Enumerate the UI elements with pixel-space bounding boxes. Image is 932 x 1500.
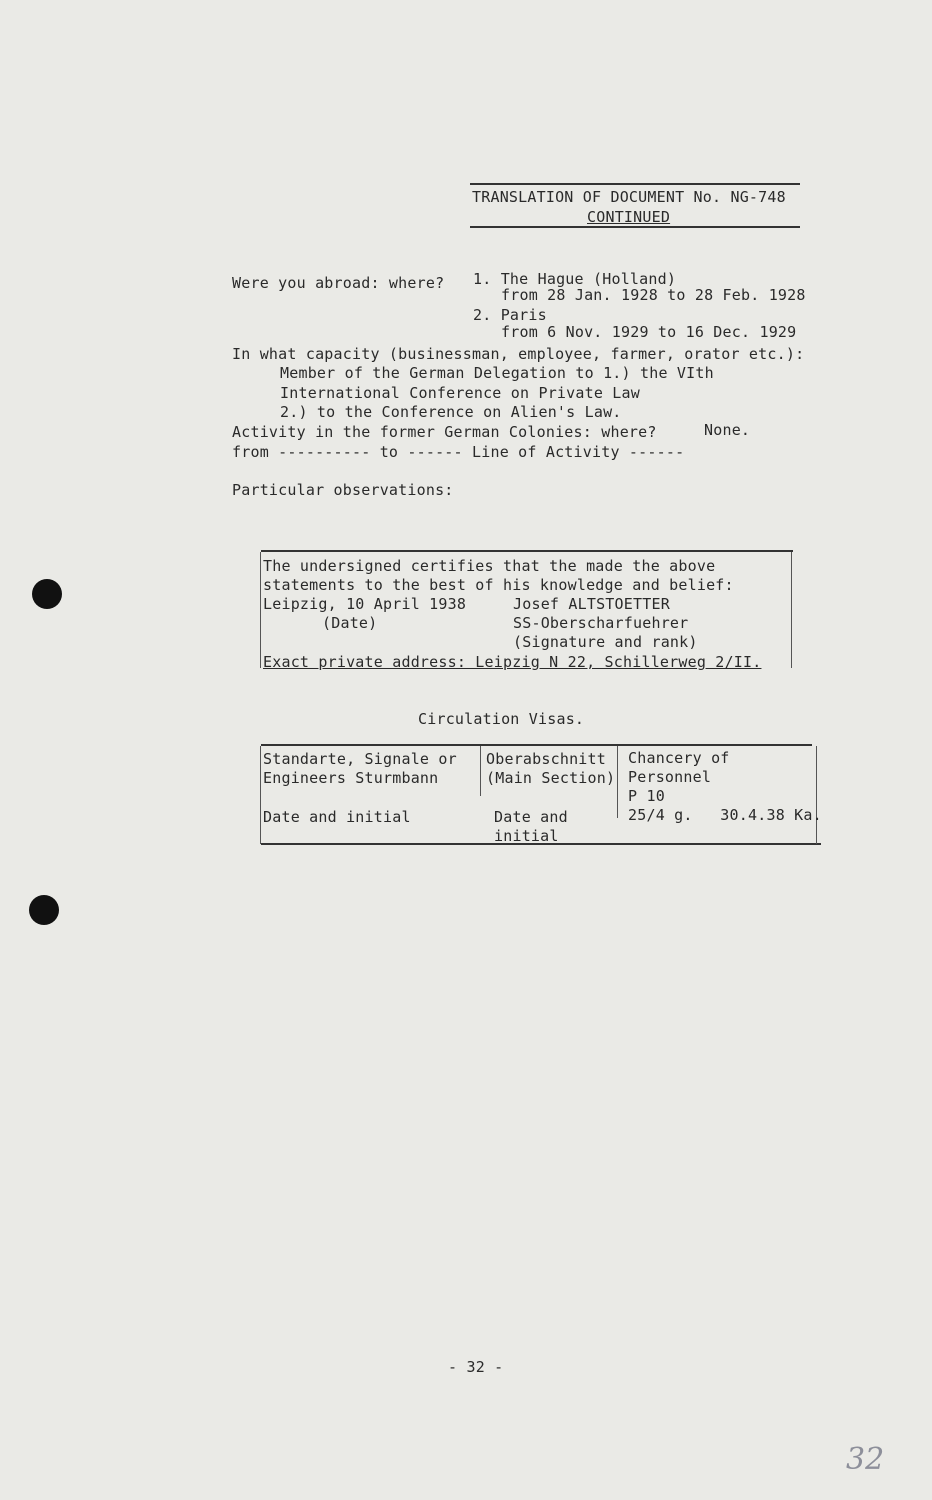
colonies-question: Activity in the former German Colonies: where?: [232, 423, 657, 441]
capacity-line-1: Member of the German Delegation to 1.) the VIth: [280, 364, 714, 382]
circ-col2-line2: (Main Section): [486, 769, 616, 787]
circ-col1-footer: Date and initial: [263, 808, 411, 826]
document-subtitle: CONTINUED: [587, 208, 671, 226]
circ-col2-line1: Oberabschnitt: [486, 750, 606, 768]
circ-col3-line1: Chancery of: [628, 749, 730, 767]
abroad-item-2: 2. Paris: [473, 306, 547, 324]
circ-top-rule: [261, 744, 812, 746]
punch-hole-top: [32, 579, 62, 609]
punch-hole-bottom: [29, 895, 59, 925]
capacity-line-3: 2.) to the Conference on Alien's Law.: [280, 403, 622, 421]
circ-col1-line1: Standarte, Signale or: [263, 750, 457, 768]
colonies-answer: None.: [704, 421, 751, 439]
circ-divider-1: [480, 746, 481, 796]
abroad-item-1-dates: from 28 Jan. 1928 to 28 Feb. 1928: [501, 286, 806, 304]
cert-sig-caption: (Signature and rank): [513, 633, 698, 651]
handwritten-page-number: 32: [846, 1442, 885, 1477]
circ-left-border: [260, 746, 261, 844]
page-number: - 32 -: [448, 1358, 504, 1376]
circ-col2-footer2: initial: [494, 827, 559, 845]
circ-divider-2: [617, 746, 618, 818]
cert-date-caption: (Date): [322, 614, 378, 632]
circ-col3-line3: P 10: [628, 787, 665, 805]
observations-label: Particular observations:: [232, 481, 454, 499]
circulation-title: Circulation Visas.: [418, 710, 585, 728]
abroad-question: Were you abroad: where?: [232, 274, 445, 292]
abroad-item-2-dates: from 6 Nov. 1929 to 16 Dec. 1929: [501, 323, 797, 341]
header-bottom-rule: [470, 226, 800, 228]
circ-right-border: [816, 746, 817, 844]
cert-place-date: Leipzig, 10 April 1938: [263, 595, 467, 613]
capacity-question: In what capacity (businessman, employee, farmer, orator etc.):: [232, 345, 805, 363]
cert-left-border: [260, 552, 261, 668]
document-title: TRANSLATION OF DOCUMENT No. NG-748: [472, 188, 786, 206]
cert-top-rule: [261, 550, 793, 552]
circ-col3-footer: 25/4 g. 30.4.38 Ka.: [628, 806, 822, 824]
abroad-item-1: 1. The Hague (Holland): [473, 270, 677, 288]
colonies-from-line: from ---------- to ------ Line of Activity ------: [232, 443, 685, 461]
cert-line-2: statements to the best of his knowledge and belief:: [263, 576, 734, 594]
circ-col2-footer1: Date and: [494, 808, 568, 826]
cert-right-border: [791, 552, 792, 668]
capacity-line-2: International Conference on Private Law: [280, 384, 640, 402]
cert-address: Exact private address: Leipzig N 22, Schillerweg 2/II.: [263, 653, 762, 671]
circ-col3-line2: Personnel: [628, 768, 712, 786]
header-top-rule: [470, 183, 800, 185]
circ-col1-line2: Engineers Sturmbann: [263, 769, 439, 787]
cert-name: Josef ALTSTOETTER: [513, 595, 670, 613]
cert-rank: SS-Oberscharfuehrer: [513, 614, 689, 632]
cert-line-1: The undersigned certifies that the made the above: [263, 557, 716, 575]
